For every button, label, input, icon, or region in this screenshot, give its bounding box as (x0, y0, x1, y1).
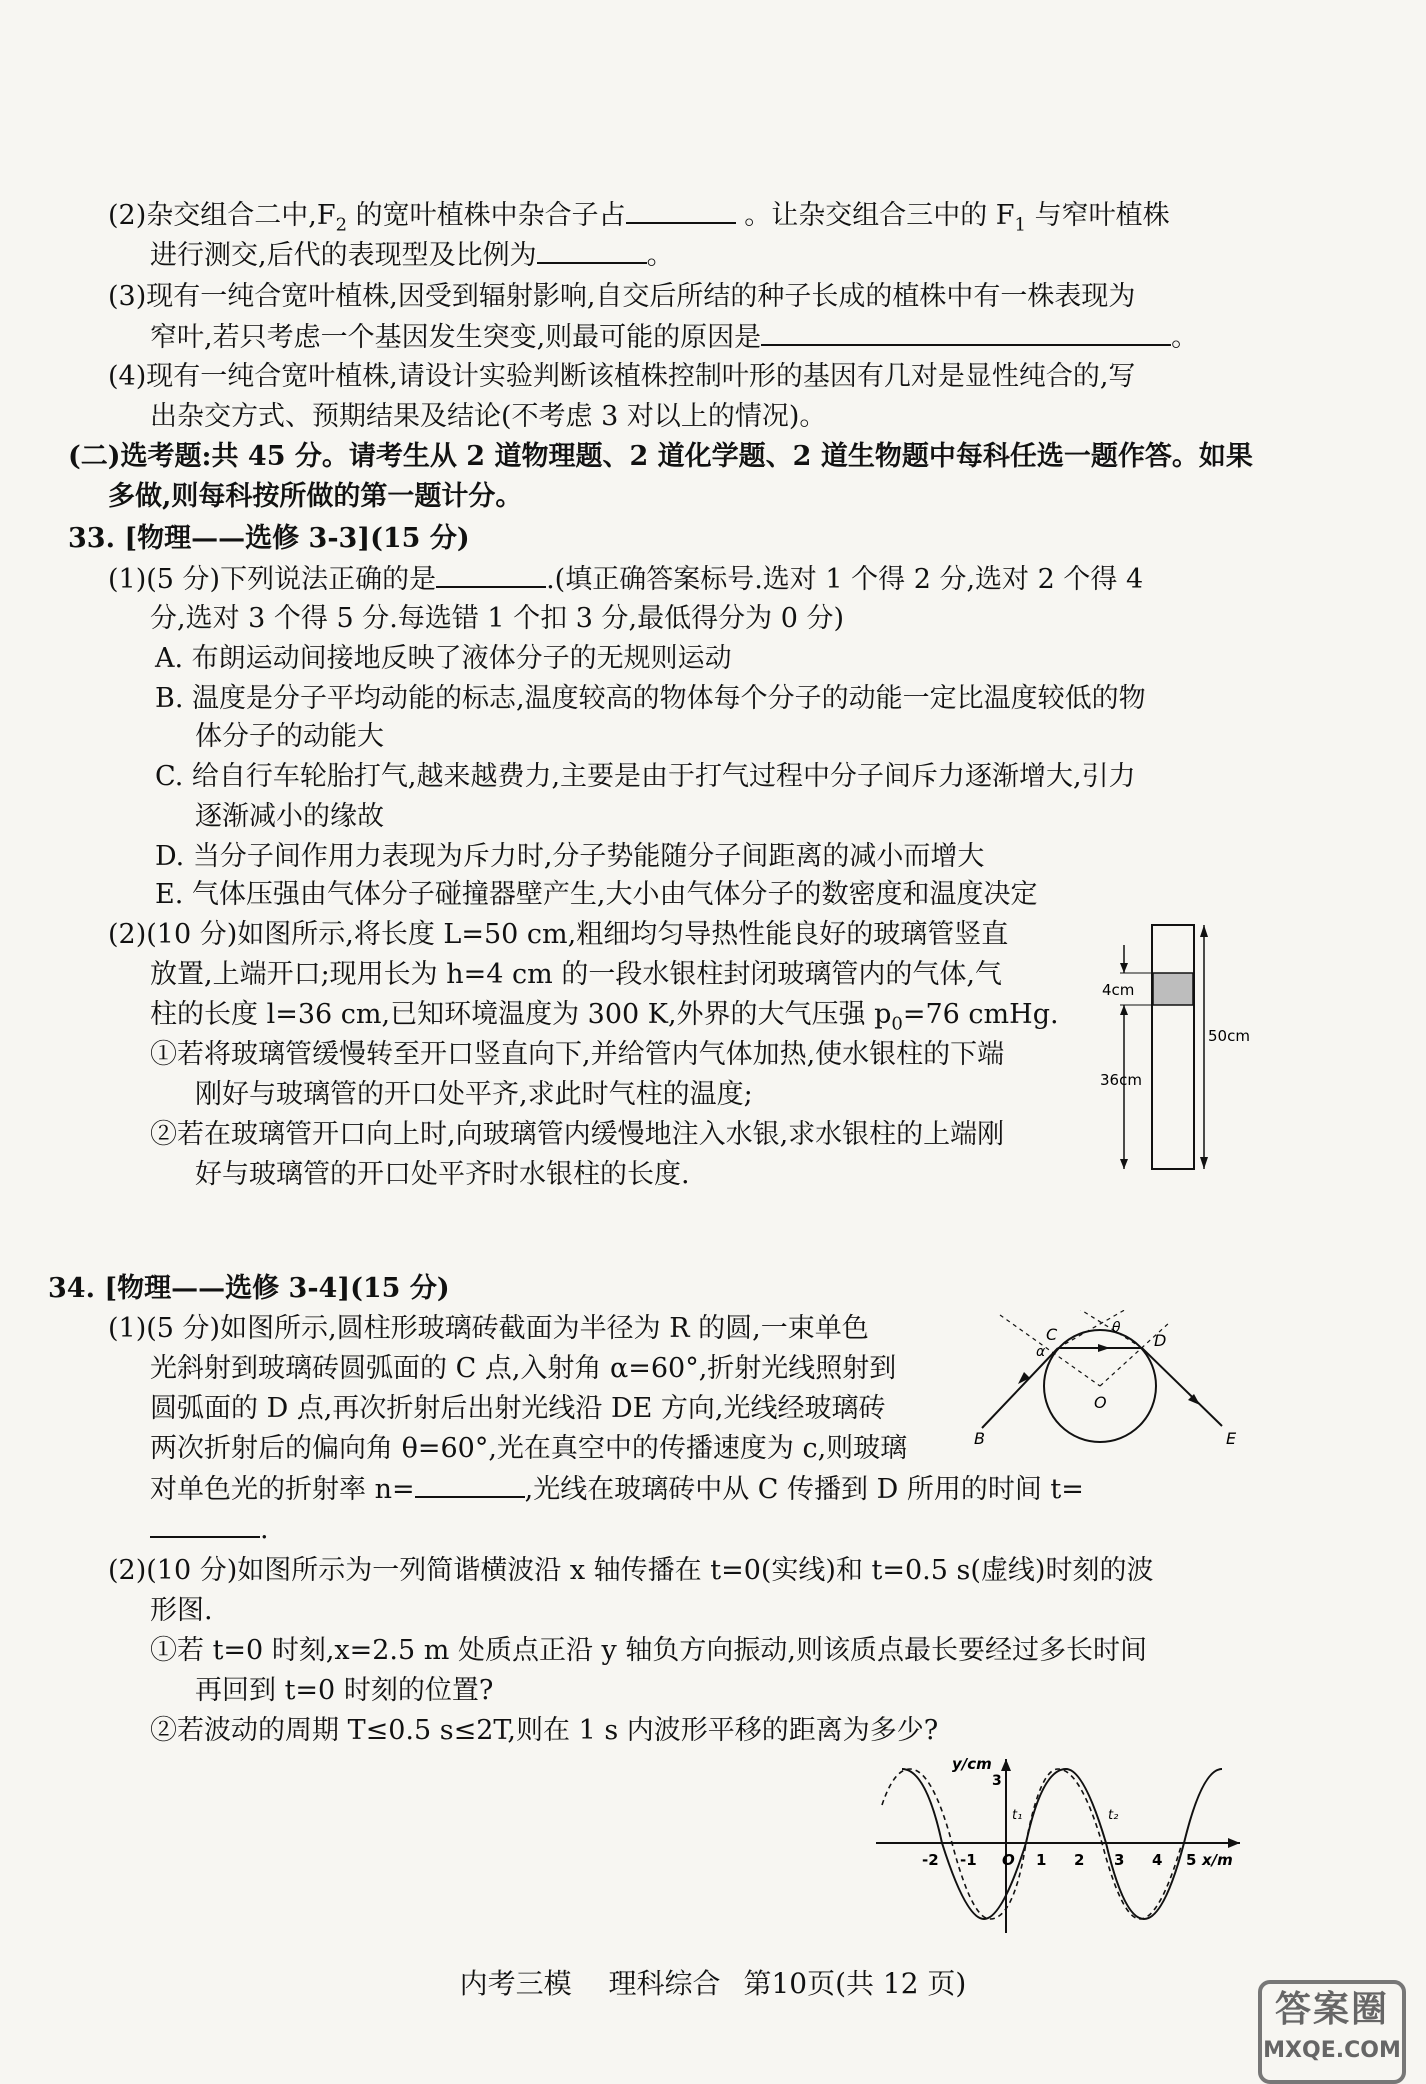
watermark-top: 答案圈 (1274, 1989, 1389, 2030)
q33-p2-line1: (2)(10 分)如图所示,将长度 L=50 cm,粗细均匀导热性能良好的玻璃管竖直 (108, 919, 1009, 950)
mercury-column (1153, 973, 1193, 1005)
q33-option-b-line2: 体分子的动能大 (195, 721, 384, 752)
wave-amplitude: 3 (992, 1773, 1002, 1789)
q33-p1-line2: 分,选对 3 个得 5 分.每选错 1 个扣 3 分,最低得分为 0 分) (150, 603, 844, 634)
label-c: C (1046, 1325, 1058, 1344)
watermark-logo (1258, 1980, 1406, 2084)
bio-q3-line1: (3)现有一纯合宽叶植株,因受到辐射影响,自交后所结的种子长成的植株中有一株表现为 (108, 281, 1136, 312)
wave-tick-labels (922, 1851, 1196, 1869)
answer-blank-n[interactable] (415, 1470, 525, 1498)
page-footer (0, 1962, 1426, 2002)
q34-p1-line1: (1)(5 分)如图所示,圆柱形玻璃砖截面为半径为 R 的圆,一束单色 (108, 1313, 869, 1344)
answer-blank-t[interactable] (150, 1510, 260, 1538)
wave-x-label: x/m (1202, 1851, 1233, 1869)
tick-label: O (1002, 1851, 1015, 1869)
label-36cm: 36cm (1100, 1071, 1142, 1089)
q34-p2-line5: ②若波动的周期 T≤0.5 s≤2T,则在 1 s 内波形平移的距离为多少? (150, 1715, 939, 1746)
glass-tube (1152, 925, 1194, 1169)
label-d: D (1154, 1331, 1167, 1350)
glass-cylinder-figure (960, 1310, 1260, 1455)
q33-option-a: A. 布朗运动间接地反映了液体分子的无规则运动 (155, 643, 732, 674)
bio-q4-line2: 出杂交方式、预期结果及结论(不考虑 3 对以上的情况)。 (150, 401, 827, 432)
elective-instructions-line2: 多做,则每科按所做的第一题计分。 (108, 481, 523, 512)
q34-p1-line6: . (150, 1510, 269, 1549)
answer-blank[interactable] (537, 236, 647, 264)
q34-p2-line2: 形图. (150, 1595, 213, 1626)
q34-p1-line4: 两次折射后的偏向角 θ=60°,光在真空中的传播速度为 c,则玻璃 (150, 1433, 908, 1464)
q34-p1-line5: 对单色光的折射率 n= ,光线在玻璃砖中从 C 传播到 D 所用的时间 t= (150, 1470, 1084, 1509)
answer-blank[interactable] (626, 196, 736, 224)
q34-p1-line2: 光斜射到玻璃砖圆弧面的 C 点,入射角 α=60°,折射光线照射到 (150, 1353, 897, 1384)
label-b: B (974, 1429, 985, 1448)
q34-p2-line4: 再回到 t=0 时刻的位置? (195, 1675, 494, 1706)
q33-p2-line7: 好与玻璃管的开口处平齐时水银柱的长度. (195, 1159, 690, 1190)
exit-ray (1142, 1348, 1222, 1426)
label-o: O (1094, 1393, 1107, 1412)
q33-p1-line1: (1)(5 分)下列说法正确的是 .(填正确答案标号.选对 1 个得 2 分,选对 2 个得 4 (108, 560, 1143, 599)
tick-label: -1 (960, 1851, 977, 1869)
tick-label: -2 (922, 1851, 939, 1869)
footer-page-number: 第10页(共 12 页) (743, 1967, 967, 2000)
footer-exam: 内考三模 (459, 1967, 572, 2000)
q33-p2-line4: ①若将玻璃管缓慢转至开口竖直向下,并给管内气体加热,使水银柱的下端 (150, 1039, 1005, 1070)
bio-q2-line2: 进行测交,后代的表现型及比例为 。 (150, 236, 674, 275)
tick-label: 5 (1186, 1851, 1197, 1869)
q34-p1-line3: 圆弧面的 D 点,再次折射后出射光线沿 DE 方向,光线经玻璃砖 (150, 1393, 886, 1424)
q33-option-c-line1: C. 给自行车轮胎打气,越来越费力,主要是由于打气过程中分子间斥力逐渐增大,引力 (155, 761, 1136, 792)
q33-p2-line6: ②若在玻璃管开口向上时,向玻璃管内缓慢地注入水银,求水银柱的上端刚 (150, 1119, 1005, 1150)
footer-subject: 理科综合 (608, 1967, 721, 2000)
tick-label: 2 (1074, 1851, 1085, 1869)
label-e: E (1226, 1429, 1237, 1448)
tick-label: 4 (1152, 1851, 1163, 1869)
answer-blank[interactable] (761, 318, 1171, 346)
tick-label: 3 (1114, 1851, 1125, 1869)
watermark-bottom: MXQE.COM (1263, 2038, 1401, 2063)
q33-p2-line2: 放置,上端开口;现用长为 h=4 cm 的一段水银柱封闭玻璃管内的气体,气 (150, 959, 1002, 990)
bio-q4-line1: (4)现有一纯合宽叶植株,请设计实验判断该植株控制叶形的基因有几对是显性纯合的,写 (108, 361, 1136, 392)
elective-instructions-line1: (二)选考题:共 45 分。请考生从 2 道物理题、2 道化学题、2 道生物题中每科任选一题作答。如果 (68, 441, 1253, 472)
q34-header: 34. [物理——选修 3-4](15 分) (48, 1273, 450, 1304)
q33-option-b-line1: B. 温度是分子平均动能的标志,温度较高的物体每个分子的动能一定比温度较低的物 (155, 683, 1146, 714)
label-theta: θ (1112, 1320, 1121, 1336)
wave-y-label: y/cm (952, 1755, 992, 1773)
glass-tube-figure (1100, 915, 1260, 1175)
label-50cm: 50cm (1208, 1027, 1250, 1045)
q33-p2-line5: 刚好与玻璃管的开口处平齐,求此时气柱的温度; (195, 1079, 753, 1110)
q34-p2-line1: (2)(10 分)如图所示为一列简谐横波沿 x 轴传播在 t=0(实线)和 t=0.5 s(虚线)时刻的波 (108, 1555, 1154, 1586)
q33-option-e: E. 气体压强由气体分子碰撞器壁产生,大小由气体分子的数密度和温度决定 (155, 879, 1038, 910)
wave-t1-label: t₁ (1012, 1808, 1023, 1823)
q33-option-c-line2: 逐渐减小的缘故 (195, 801, 384, 832)
q33-p2-line3: 柱的长度 l=36 cm,已知环境温度为 300 K,外界的大气压强 $p_0=76$ cmHg. (150, 999, 1059, 1035)
label-alpha: α (1036, 1344, 1046, 1360)
q33-option-d: D. 当分子间作用力表现为斥力时,分子势能随分子间距离的减小而增大 (155, 841, 985, 872)
bio-q2-line1: (2)杂交组合二中$,F_2$ 的宽叶植株中杂合子占 。让杂交组合三中的 $F_1$ 与窄叶植株 (108, 196, 1170, 244)
bio-q3-line2: 窄叶,若只考虑一个基因发生突变,则最可能的原因是 。 (150, 318, 1198, 357)
q33-header: 33. [物理——选修 3-3](15 分) (68, 523, 470, 554)
tick-label: 1 (1036, 1851, 1047, 1869)
q34-p2-line3: ①若 t=0 时刻,x=2.5 m 处质点正沿 y 轴负方向振动,则该质点最长要经过多长时间 (150, 1635, 1147, 1666)
wave-figure (870, 1755, 1240, 1935)
wave-t2-label: t₂ (1108, 1808, 1119, 1823)
answer-blank[interactable] (436, 560, 546, 588)
incident-ray (982, 1348, 1058, 1428)
label-4cm: 4cm (1102, 981, 1135, 999)
